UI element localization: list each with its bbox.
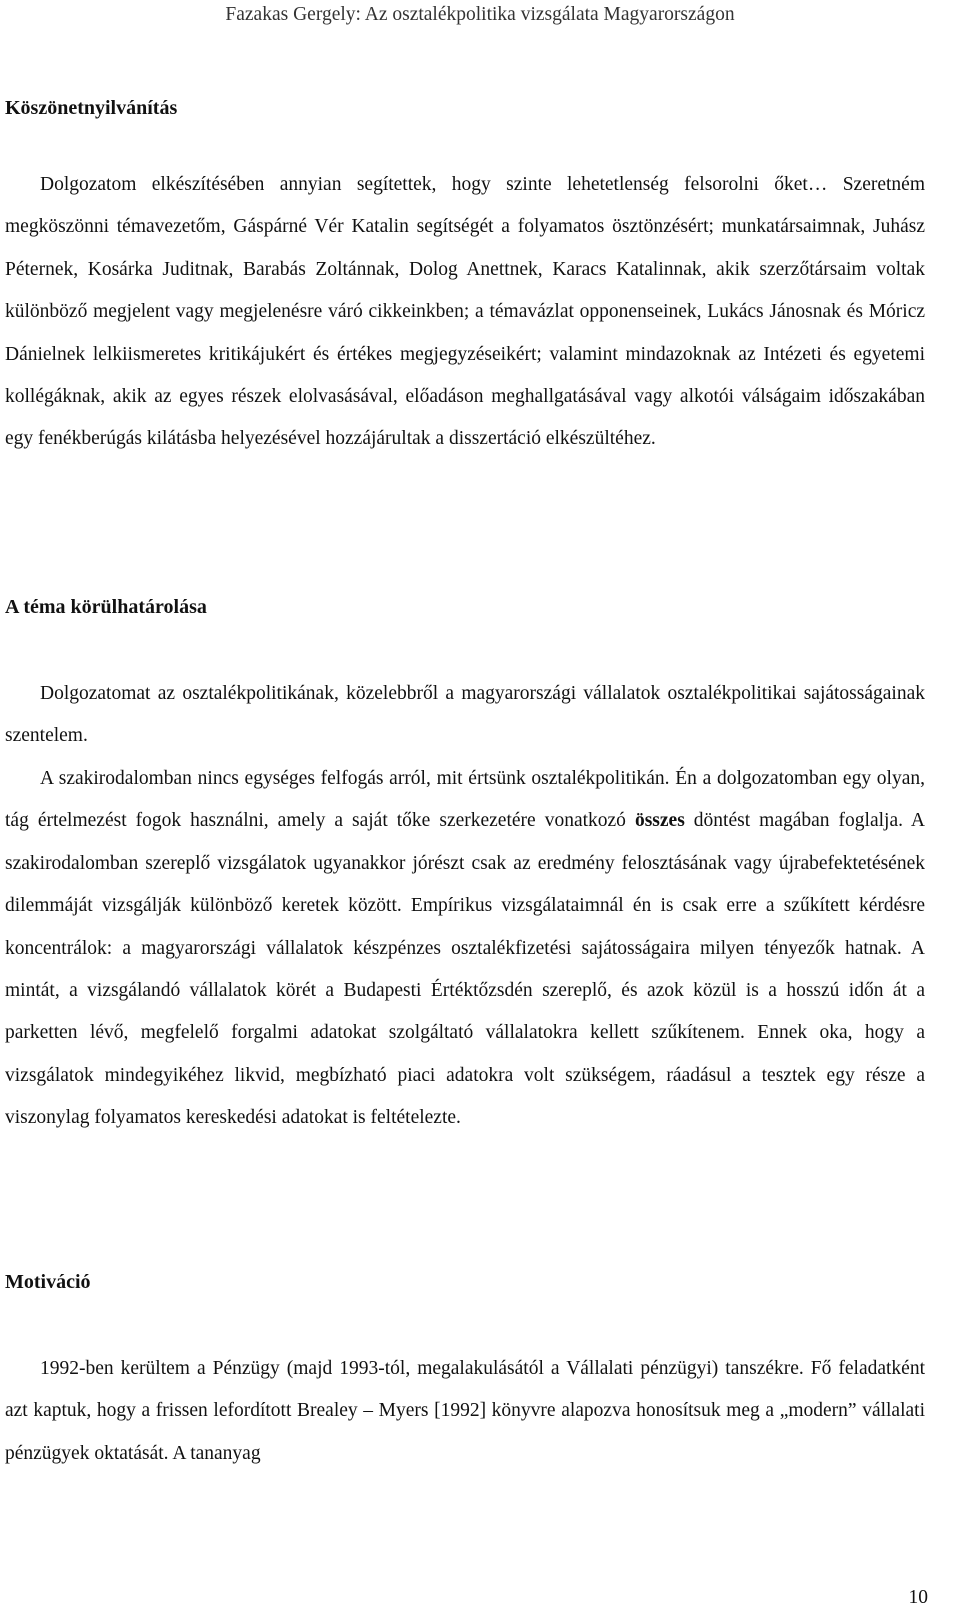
scope-paragraph-2-text-b: döntést magában foglalja. A szakirodalomban szereplő vizsgálatok ugyanakkor jórészt csak az eredmény felosztásának vagy újrabefektetésének dilemmáját vizsgálják különböző keretek között. Empírikus vizsgálataimnál én is csak erre a szűkített kérdésre koncentrálok: a magyarországi vállalatok készpénzes osztalékfizetési sajátosságaira milyen tényezők hatnak. A mintát, a vizsgálandó vállalatok körét a Budapesti Értéktőzsdén szereplő, és azok közül is a hosszú időn át a parketten lévő, megfelelő forgalmi adatokat szolgáltató vállalatokra kellett szűkítenem. Ennek oka, hogy a vizsgálatok mindegyikéhez likvid, megbízható piaci adatokra volt szükségem, ráadásul a tesztek egy része a viszonylag folyamatos kereskedési adatokat is feltételezte.	[5, 810, 925, 1129]
scope-heading: A téma körülhatárolása	[5, 596, 207, 618]
motivation-heading: Motiváció	[5, 1271, 91, 1293]
scope-paragraph-2-emphasis: összes	[634, 810, 685, 832]
scope-paragraph-2-text-a: A szakirodalomban nincs egységes felfogás arról, mit értsünk osztalékpolitikán. Én a dolgozatomban egy olyan, tág értelmezést fogok használni, amely a saját tőke szerkezetére vonatkozó	[5, 768, 925, 832]
acknowledgements-heading: Köszönetnyilvánítás	[5, 97, 178, 119]
scope-paragraph-2	[5, 758, 925, 1140]
page-number: 10	[908, 1587, 928, 1608]
running-header: Fazakas Gergely: Az osztalékpolitika vizsgálata Magyarországon	[225, 4, 735, 25]
acknowledgements-paragraph: Dolgozatom elkészítésében annyian segítettek, hogy szinte lehetetlenség felsorolni őket… Szeretném megköszönni témavezetőm, Gáspárné Vér Katalin segítségét a folyamatos ösztönzésért; munkatársaimnak, Juhász Péternek, Kosárka Juditnak, Barabás Zoltánnak, Dolog Anettnek, Karacs Katalinnak, akik szerzőtársaim voltak különböző megjelent vagy megjelenésre váró cikkeinkben; a témavázlat opponenseinek, Lukács Jánosnak és Móricz Dánielnek lelkiismeretes kritikájukért és értékes megjegyzéseikért; valamint mindazoknak az Intézeti és egyetemi kollégáknak, akik az egyes részek elolvasásával, előadáson meghallgatásával vagy alkotói válságaim időszakában egy fenékberúgás kilátásba helyezésével hozzájárultak a disszertáció elkészültéhez.	[5, 174, 925, 450]
motivation-paragraph: 1992-ben kerültem a Pénzügy (majd 1993-tól, megalakulásától a Vállalati pénzügyi) tanszékre. Fő feladatként azt kaptuk, hogy a frissen lefordított Brealey – Myers [1992] könyvre alapozva honosítsuk meg a „modern” vállalati pénzügyek oktatását. A tananyag	[5, 1358, 925, 1464]
scope-paragraph-1: Dolgozatomat az osztalékpolitikának, közelebbről a magyarországi vállalatok osztalékpolitikai sajátosságainak szentelem.	[5, 683, 925, 747]
